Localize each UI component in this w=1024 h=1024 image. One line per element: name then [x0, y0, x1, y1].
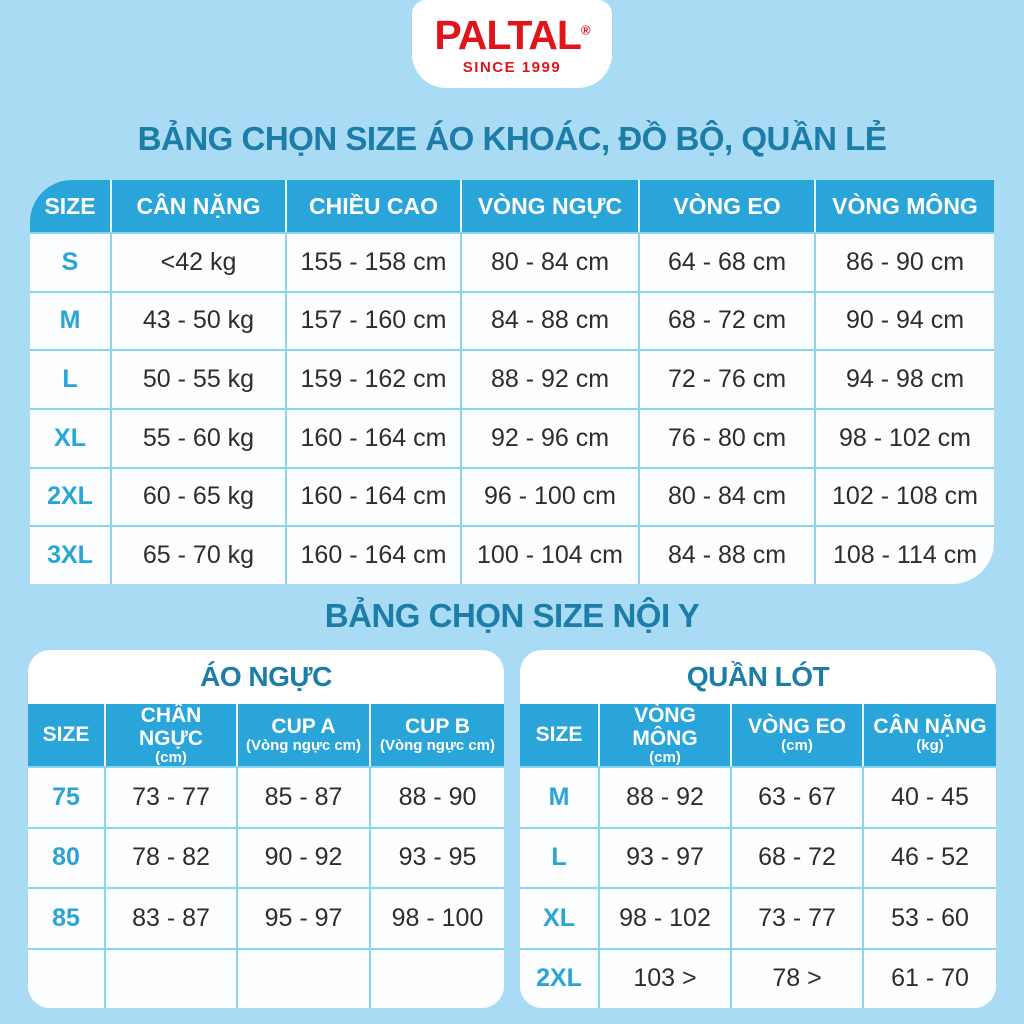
data-cell: 160 - 164 cm [287, 408, 462, 467]
data-cell: 76 - 80 cm [640, 408, 816, 467]
size-cell: 2XL [30, 467, 112, 526]
data-cell: 100 - 104 cm [462, 525, 640, 584]
data-cell: <42 kg [112, 232, 287, 291]
data-cell: 83 - 87 [106, 887, 238, 948]
size-table-outerwear [30, 180, 994, 584]
data-cell: 68 - 72 [732, 827, 864, 888]
column-header-sub: (Vòng ngực cm) [379, 737, 496, 755]
column-header [600, 704, 732, 766]
underwear-size-card [520, 650, 996, 1008]
column-header-sub: (kg) [916, 737, 944, 755]
underwear-size-table [520, 704, 996, 1008]
data-cell: 90 - 92 [238, 827, 371, 888]
data-cell: 78 > [732, 948, 864, 1009]
column-header [864, 704, 996, 766]
size-cell: XL [520, 887, 600, 948]
data-cell: 85 - 87 [238, 766, 371, 827]
bra-table-title: ÁO NGỰC [200, 661, 332, 692]
column-header [520, 704, 600, 766]
size-cell: XL [30, 408, 112, 467]
data-cell: 72 - 76 cm [640, 349, 816, 408]
data-cell: 159 - 162 cm [287, 349, 462, 408]
section1-title: BẢNG CHỌN SIZE ÁO KHOÁC, ĐỒ BỘ, QUẦN LẺ [137, 120, 887, 157]
data-cell: 95 - 97 [238, 887, 371, 948]
data-cell: 55 - 60 kg [112, 408, 287, 467]
data-cell [106, 948, 238, 1009]
column-header-label: VÒNG EO [747, 715, 847, 739]
data-cell: 78 - 82 [106, 827, 238, 888]
column-header: VÒNG MÔNG [816, 180, 994, 232]
brand-logo-card [412, 0, 612, 88]
size-cell: L [520, 827, 600, 888]
data-cell: 73 - 77 [732, 887, 864, 948]
data-cell: 90 - 94 cm [816, 291, 994, 350]
data-cell: 96 - 100 cm [462, 467, 640, 526]
column-header-label: CHÂN NGỰC [138, 703, 204, 750]
data-cell [371, 948, 504, 1009]
size-cell: 2XL [520, 948, 600, 1009]
data-cell: 103 > [600, 948, 732, 1009]
data-cell: 88 - 90 [371, 766, 504, 827]
data-cell: 53 - 60 [864, 887, 996, 948]
column-header: VÒNG EO [640, 180, 816, 232]
bra-size-table [28, 704, 504, 1008]
data-cell: 40 - 45 [864, 766, 996, 827]
data-cell: 88 - 92 [600, 766, 732, 827]
data-cell: 50 - 55 kg [112, 349, 287, 408]
data-cell: 84 - 88 cm [462, 291, 640, 350]
data-cell: 43 - 50 kg [112, 291, 287, 350]
column-header [106, 704, 238, 766]
data-cell: 86 - 90 cm [816, 232, 994, 291]
size-cell: 75 [28, 766, 106, 827]
column-header: CÂN NẶNG [112, 180, 287, 232]
data-cell: 61 - 70 [864, 948, 996, 1009]
data-cell: 102 - 108 cm [816, 467, 994, 526]
size-cell: 3XL [30, 525, 112, 584]
brand-name: PALTAL [434, 11, 581, 58]
column-header-sub: (cm) [649, 748, 681, 766]
data-cell: 157 - 160 cm [287, 291, 462, 350]
column-header-label: CÂN NẶNG [873, 715, 987, 739]
data-cell: 63 - 67 [732, 766, 864, 827]
data-cell: 160 - 164 cm [287, 525, 462, 584]
data-cell: 94 - 98 cm [816, 349, 994, 408]
column-header-sub: (cm) [781, 737, 813, 755]
size-cell: S [30, 232, 112, 291]
data-cell: 80 - 84 cm [640, 467, 816, 526]
column-header-sub: (Vòng ngực cm) [245, 737, 362, 755]
size-cell [28, 948, 106, 1009]
brand-logo [434, 11, 590, 58]
data-cell: 84 - 88 cm [640, 525, 816, 584]
column-header [238, 704, 371, 766]
data-cell: 98 - 100 [371, 887, 504, 948]
size-cell: M [520, 766, 600, 827]
column-header-sub: (cm) [155, 748, 187, 766]
data-cell: 92 - 96 cm [462, 408, 640, 467]
brand-tagline: SINCE 1999 [462, 58, 562, 76]
size-cell: M [30, 291, 112, 350]
section2-title: BẢNG CHỌN SIZE NỘI Y [324, 597, 700, 634]
column-header [371, 704, 504, 766]
size-cell: 85 [28, 887, 106, 948]
column-header-label: SIZE [42, 723, 90, 747]
data-cell [238, 948, 371, 1009]
column-header [732, 704, 864, 766]
data-cell: 65 - 70 kg [112, 525, 287, 584]
data-cell: 64 - 68 cm [640, 232, 816, 291]
data-cell: 93 - 95 [371, 827, 504, 888]
data-cell: 80 - 84 cm [462, 232, 640, 291]
data-cell: 46 - 52 [864, 827, 996, 888]
data-cell: 160 - 164 cm [287, 467, 462, 526]
data-cell: 73 - 77 [106, 766, 238, 827]
data-cell: 68 - 72 cm [640, 291, 816, 350]
data-cell: 108 - 114 cm [816, 525, 994, 584]
data-cell: 98 - 102 cm [816, 408, 994, 467]
data-cell: 98 - 102 [600, 887, 732, 948]
column-header: SIZE [30, 180, 112, 232]
size-cell: L [30, 349, 112, 408]
bra-size-card [28, 650, 504, 1008]
column-header-label: CUP B [405, 715, 470, 739]
column-header: VÒNG NGỰC [462, 180, 640, 232]
column-header [28, 704, 106, 766]
column-header-label: VÒNG MÔNG [632, 703, 698, 750]
data-cell: 60 - 65 kg [112, 467, 287, 526]
data-cell: 155 - 158 cm [287, 232, 462, 291]
registered-mark: ® [580, 21, 590, 37]
size-cell: 80 [28, 827, 106, 888]
data-cell: 88 - 92 cm [462, 349, 640, 408]
column-header-label: SIZE [535, 723, 583, 747]
column-header-label: CUP A [271, 715, 336, 739]
data-cell: 93 - 97 [600, 827, 732, 888]
column-header: CHIỀU CAO [287, 180, 462, 232]
underwear-table-title: QUẦN LÓT [686, 661, 830, 692]
